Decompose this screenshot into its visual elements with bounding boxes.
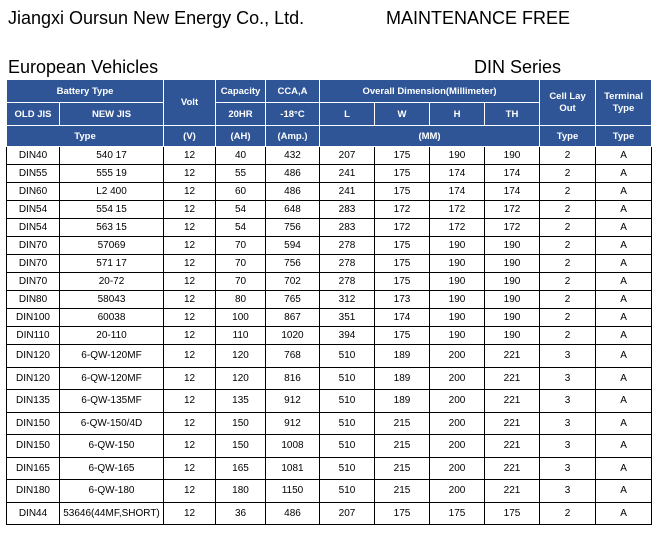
total-height-cell: 175 xyxy=(485,502,540,525)
length-cell: 510 xyxy=(320,367,375,390)
volt-cell: 12 xyxy=(164,255,216,273)
height-cell: 200 xyxy=(430,412,485,435)
old-jis-cell: DIN135 xyxy=(7,390,60,413)
new-jis-cell: 58043 xyxy=(60,291,164,309)
cell-layout-cell: 2 xyxy=(540,291,596,309)
overall-dimension-header: Overall Dimension(Millimeter) xyxy=(320,80,540,103)
length-cell: 241 xyxy=(320,165,375,183)
width-header: W xyxy=(375,103,430,126)
cell-layout-cell: 3 xyxy=(540,457,596,480)
volt-cell: 12 xyxy=(164,367,216,390)
terminal-type-cell: A xyxy=(596,309,652,327)
height-cell: 174 xyxy=(430,183,485,201)
terminal-type-cell: A xyxy=(596,183,652,201)
volt-cell: 12 xyxy=(164,219,216,237)
cca-header: CCA,A xyxy=(266,80,320,103)
volt-cell: 12 xyxy=(164,502,216,525)
length-cell: 510 xyxy=(320,480,375,503)
cca-unit-header: (Amp.) xyxy=(266,126,320,147)
total-height-cell: 190 xyxy=(485,327,540,345)
volt-unit-header: (V) xyxy=(164,126,216,147)
length-cell: 278 xyxy=(320,255,375,273)
length-cell: 510 xyxy=(320,457,375,480)
cell-type-unit-header: Type xyxy=(540,126,596,147)
terminal-type-cell: A xyxy=(596,255,652,273)
capacity-cell: 135 xyxy=(216,390,266,413)
length-cell: 278 xyxy=(320,273,375,291)
old-jis-cell: DIN150 xyxy=(7,412,60,435)
cell-layout-header: Cell Lay Out xyxy=(540,80,596,126)
total-height-cell: 221 xyxy=(485,480,540,503)
old-jis-cell: DIN120 xyxy=(7,345,60,368)
terminal-type-cell: A xyxy=(596,147,652,165)
volt-cell: 12 xyxy=(164,435,216,458)
length-cell: 312 xyxy=(320,291,375,309)
old-jis-cell: DIN70 xyxy=(7,255,60,273)
terminal-type-cell: A xyxy=(596,237,652,255)
volt-cell: 12 xyxy=(164,480,216,503)
length-cell: 510 xyxy=(320,345,375,368)
new-jis-cell: 6-QW-135MF xyxy=(60,390,164,413)
total-height-cell: 190 xyxy=(485,309,540,327)
new-jis-cell: 57069 xyxy=(60,237,164,255)
width-cell: 189 xyxy=(375,390,430,413)
cca-temp-header: -18°C xyxy=(266,103,320,126)
capacity-cell: 165 xyxy=(216,457,266,480)
height-cell: 190 xyxy=(430,309,485,327)
volt-cell: 12 xyxy=(164,309,216,327)
volt-cell: 12 xyxy=(164,291,216,309)
cca-cell: 1081 xyxy=(266,457,320,480)
terminal-type-cell: A xyxy=(596,273,652,291)
new-jis-cell: 6-QW-165 xyxy=(60,457,164,480)
width-cell: 175 xyxy=(375,327,430,345)
cca-cell: 1008 xyxy=(266,435,320,458)
total-height-cell: 221 xyxy=(485,367,540,390)
total-height-cell: 190 xyxy=(485,273,540,291)
total-height-cell: 190 xyxy=(485,237,540,255)
height-cell: 172 xyxy=(430,219,485,237)
type-unit-header: Type xyxy=(7,126,164,147)
cca-cell: 912 xyxy=(266,412,320,435)
old-jis-cell: DIN70 xyxy=(7,273,60,291)
cell-layout-cell: 2 xyxy=(540,255,596,273)
terminal-type-cell: A xyxy=(596,165,652,183)
cca-cell: 756 xyxy=(266,255,320,273)
width-cell: 173 xyxy=(375,291,430,309)
old-jis-cell: DIN60 xyxy=(7,183,60,201)
old-jis-cell: DIN70 xyxy=(7,237,60,255)
old-jis-cell: DIN54 xyxy=(7,219,60,237)
capacity-cell: 180 xyxy=(216,480,266,503)
width-cell: 175 xyxy=(375,255,430,273)
new-jis-cell: 53646(44MF,SHORT) xyxy=(60,502,164,525)
capacity-cell: 150 xyxy=(216,435,266,458)
cca-cell: 1150 xyxy=(266,480,320,503)
vehicle-category: European Vehicles xyxy=(8,57,159,77)
length-header: L xyxy=(320,103,375,126)
cca-cell: 432 xyxy=(266,147,320,165)
capacity-cell: 40 xyxy=(216,147,266,165)
length-cell: 283 xyxy=(320,219,375,237)
old-jis-cell: DIN80 xyxy=(7,291,60,309)
capacity-cell: 80 xyxy=(216,291,266,309)
table-row xyxy=(7,201,652,219)
dimension-unit-header: (MM) xyxy=(320,126,540,147)
old-jis-cell: DIN54 xyxy=(7,201,60,219)
terminal-type-cell: A xyxy=(596,291,652,309)
old-jis-cell: DIN100 xyxy=(7,309,60,327)
total-height-cell: 172 xyxy=(485,201,540,219)
table-row xyxy=(7,327,652,345)
new-jis-cell: 540 17 xyxy=(60,147,164,165)
table-row xyxy=(7,457,652,480)
table-row xyxy=(7,412,652,435)
spec-table-body xyxy=(7,147,652,525)
width-cell: 175 xyxy=(375,502,430,525)
cell-layout-cell: 2 xyxy=(540,502,596,525)
old-jis-cell: DIN110 xyxy=(7,327,60,345)
height-cell: 175 xyxy=(430,502,485,525)
volt-cell: 12 xyxy=(164,412,216,435)
terminal-type-cell: A xyxy=(596,390,652,413)
table-row xyxy=(7,183,652,201)
capacity-cell: 150 xyxy=(216,412,266,435)
new-jis-cell: 563 15 xyxy=(60,219,164,237)
length-cell: 241 xyxy=(320,183,375,201)
volt-cell: 12 xyxy=(164,327,216,345)
height-header: H xyxy=(430,103,485,126)
cca-cell: 1020 xyxy=(266,327,320,345)
cca-cell: 816 xyxy=(266,367,320,390)
company-name: Jiangxi Oursun New Energy Co., Ltd. xyxy=(8,8,305,28)
new-jis-cell: 6-QW-150/4D xyxy=(60,412,164,435)
table-row xyxy=(7,390,652,413)
new-jis-cell: 6-QW-120MF xyxy=(60,345,164,368)
capacity-cell: 100 xyxy=(216,309,266,327)
width-cell: 174 xyxy=(375,309,430,327)
width-cell: 172 xyxy=(375,219,430,237)
table-row xyxy=(7,309,652,327)
length-cell: 510 xyxy=(320,412,375,435)
volt-cell: 12 xyxy=(164,201,216,219)
terminal-type-cell: A xyxy=(596,412,652,435)
cell-layout-cell: 3 xyxy=(540,435,596,458)
volt-cell: 12 xyxy=(164,165,216,183)
tagline: MAINTENANCE FREE xyxy=(386,8,571,28)
terminal-type-unit-header: Type xyxy=(596,126,652,147)
new-jis-cell: 20-110 xyxy=(60,327,164,345)
cell-layout-cell: 3 xyxy=(540,480,596,503)
cca-cell: 486 xyxy=(266,502,320,525)
cell-layout-cell: 2 xyxy=(540,273,596,291)
height-cell: 200 xyxy=(430,345,485,368)
old-jis-cell: DIN40 xyxy=(7,147,60,165)
new-jis-cell: 6-QW-150 xyxy=(60,435,164,458)
terminal-type-cell: A xyxy=(596,201,652,219)
table-row xyxy=(7,165,652,183)
new-jis-cell: 571 17 xyxy=(60,255,164,273)
table-row xyxy=(7,237,652,255)
table-row xyxy=(7,219,652,237)
height-cell: 190 xyxy=(430,147,485,165)
total-height-header: TH xyxy=(485,103,540,126)
cca-cell: 486 xyxy=(266,165,320,183)
terminal-type-cell: A xyxy=(596,367,652,390)
terminal-type-cell: A xyxy=(596,219,652,237)
new-jis-cell: 20-72 xyxy=(60,273,164,291)
volt-cell: 12 xyxy=(164,183,216,201)
height-cell: 190 xyxy=(430,237,485,255)
height-cell: 200 xyxy=(430,457,485,480)
cell-layout-cell: 2 xyxy=(540,327,596,345)
total-height-cell: 221 xyxy=(485,435,540,458)
new-jis-cell: 554 15 xyxy=(60,201,164,219)
capacity-cell: 110 xyxy=(216,327,266,345)
length-cell: 394 xyxy=(320,327,375,345)
table-row xyxy=(7,147,652,165)
total-height-cell: 174 xyxy=(485,165,540,183)
cca-cell: 912 xyxy=(266,390,320,413)
width-cell: 172 xyxy=(375,201,430,219)
total-height-cell: 190 xyxy=(485,147,540,165)
total-height-cell: 221 xyxy=(485,390,540,413)
capacity-cell: 120 xyxy=(216,367,266,390)
length-cell: 283 xyxy=(320,201,375,219)
capacity-cell: 60 xyxy=(216,183,266,201)
table-row xyxy=(7,435,652,458)
width-cell: 215 xyxy=(375,480,430,503)
volt-cell: 12 xyxy=(164,237,216,255)
terminal-type-cell: A xyxy=(596,457,652,480)
cca-cell: 768 xyxy=(266,345,320,368)
table-row xyxy=(7,291,652,309)
width-cell: 175 xyxy=(375,147,430,165)
capacity-cell: 70 xyxy=(216,273,266,291)
length-cell: 278 xyxy=(320,237,375,255)
new-jis-header: NEW JIS xyxy=(60,103,164,126)
total-height-cell: 172 xyxy=(485,219,540,237)
new-jis-cell: 6-QW-120MF xyxy=(60,367,164,390)
height-cell: 174 xyxy=(430,165,485,183)
length-cell: 510 xyxy=(320,435,375,458)
cca-cell: 702 xyxy=(266,273,320,291)
cell-layout-cell: 3 xyxy=(540,390,596,413)
total-height-cell: 221 xyxy=(485,457,540,480)
total-height-cell: 174 xyxy=(485,183,540,201)
table-row xyxy=(7,367,652,390)
table-row xyxy=(7,502,652,525)
total-height-cell: 221 xyxy=(485,345,540,368)
cca-cell: 648 xyxy=(266,201,320,219)
old-jis-cell: DIN120 xyxy=(7,367,60,390)
new-jis-cell: 60038 xyxy=(60,309,164,327)
new-jis-cell: 555 19 xyxy=(60,165,164,183)
cca-cell: 594 xyxy=(266,237,320,255)
height-cell: 190 xyxy=(430,273,485,291)
height-cell: 172 xyxy=(430,201,485,219)
cca-cell: 765 xyxy=(266,291,320,309)
cca-cell: 867 xyxy=(266,309,320,327)
cell-layout-cell: 2 xyxy=(540,237,596,255)
capacity-cell: 120 xyxy=(216,345,266,368)
volt-header: Volt xyxy=(164,80,216,126)
terminal-type-cell: A xyxy=(596,345,652,368)
old-jis-cell: DIN44 xyxy=(7,502,60,525)
volt-cell: 12 xyxy=(164,147,216,165)
width-cell: 175 xyxy=(375,165,430,183)
width-cell: 215 xyxy=(375,412,430,435)
total-height-cell: 190 xyxy=(485,291,540,309)
height-cell: 200 xyxy=(430,480,485,503)
table-row xyxy=(7,273,652,291)
table-row xyxy=(7,480,652,503)
terminal-type-cell: A xyxy=(596,327,652,345)
capacity-cell: 54 xyxy=(216,201,266,219)
capacity-20hr-header: 20HR xyxy=(216,103,266,126)
terminal-type-cell: A xyxy=(596,480,652,503)
old-jis-cell: DIN150 xyxy=(7,435,60,458)
cell-layout-cell: 2 xyxy=(540,183,596,201)
capacity-cell: 70 xyxy=(216,255,266,273)
height-cell: 190 xyxy=(430,255,485,273)
battery-spec-table xyxy=(6,79,652,525)
series-title: DIN Series xyxy=(474,57,562,77)
cell-layout-cell: 3 xyxy=(540,345,596,368)
capacity-cell: 36 xyxy=(216,502,266,525)
height-cell: 200 xyxy=(430,390,485,413)
table-row xyxy=(7,255,652,273)
capacity-header: Capacity xyxy=(216,80,266,103)
height-cell: 190 xyxy=(430,327,485,345)
cell-layout-cell: 3 xyxy=(540,367,596,390)
old-jis-header: OLD JIS xyxy=(7,103,60,126)
width-cell: 189 xyxy=(375,367,430,390)
old-jis-cell: DIN180 xyxy=(7,480,60,503)
volt-cell: 12 xyxy=(164,273,216,291)
height-cell: 200 xyxy=(430,435,485,458)
cell-layout-cell: 2 xyxy=(540,309,596,327)
height-cell: 190 xyxy=(430,291,485,309)
old-jis-cell: DIN55 xyxy=(7,165,60,183)
cell-layout-cell: 3 xyxy=(540,412,596,435)
length-cell: 510 xyxy=(320,390,375,413)
total-height-cell: 190 xyxy=(485,255,540,273)
cell-layout-cell: 2 xyxy=(540,147,596,165)
width-cell: 215 xyxy=(375,457,430,480)
battery-type-header: Battery Type xyxy=(7,80,164,103)
width-cell: 189 xyxy=(375,345,430,368)
new-jis-cell: 6-QW-180 xyxy=(60,480,164,503)
new-jis-cell: L2 400 xyxy=(60,183,164,201)
capacity-unit-header: (AH) xyxy=(216,126,266,147)
old-jis-cell: DIN165 xyxy=(7,457,60,480)
capacity-cell: 55 xyxy=(216,165,266,183)
terminal-type-header: Terminal Type xyxy=(596,80,652,126)
width-cell: 175 xyxy=(375,183,430,201)
height-cell: 200 xyxy=(430,367,485,390)
cell-layout-cell: 2 xyxy=(540,165,596,183)
cca-cell: 756 xyxy=(266,219,320,237)
terminal-type-cell: A xyxy=(596,502,652,525)
width-cell: 215 xyxy=(375,435,430,458)
cell-layout-cell: 2 xyxy=(540,201,596,219)
table-row xyxy=(7,345,652,368)
width-cell: 175 xyxy=(375,273,430,291)
terminal-type-cell: A xyxy=(596,435,652,458)
volt-cell: 12 xyxy=(164,345,216,368)
width-cell: 175 xyxy=(375,237,430,255)
length-cell: 207 xyxy=(320,147,375,165)
length-cell: 207 xyxy=(320,502,375,525)
total-height-cell: 221 xyxy=(485,412,540,435)
cca-cell: 486 xyxy=(266,183,320,201)
cell-layout-cell: 2 xyxy=(540,219,596,237)
volt-cell: 12 xyxy=(164,457,216,480)
capacity-cell: 70 xyxy=(216,237,266,255)
capacity-cell: 54 xyxy=(216,219,266,237)
length-cell: 351 xyxy=(320,309,375,327)
volt-cell: 12 xyxy=(164,390,216,413)
